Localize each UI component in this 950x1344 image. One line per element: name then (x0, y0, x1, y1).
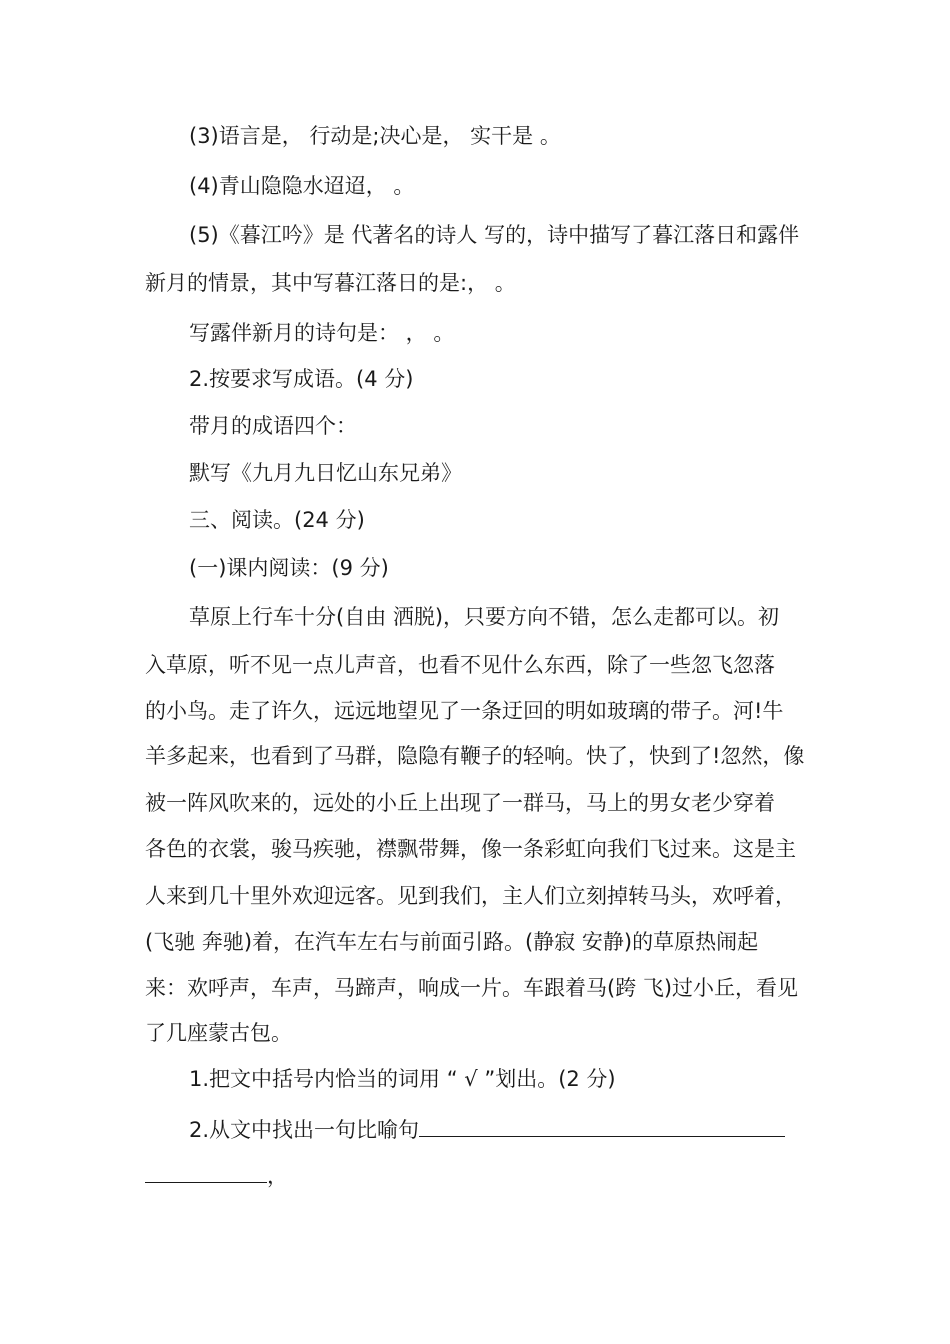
section-heading: 三、阅读。(24 分) (189, 508, 365, 532)
passage-line: 入草原，听不见一点儿声音，也看不见什么东西，除了一些忽飞忽落 (145, 653, 775, 677)
text-line: (5)《暮江吟》是 代著名的诗人 写的，诗中描写了暮江落日和露伴 (189, 223, 800, 247)
text-line: (4)青山隐隐水迢迢， 。 (189, 174, 415, 198)
passage-line: (飞驰 奔驰)着，在汽车左右与前面引路。(静寂 安静)的草原热闹起 (145, 930, 759, 954)
passage-line: 了几座蒙古包。 (145, 1021, 292, 1045)
text-line: 2.按要求写成语。(4 分) (189, 367, 414, 391)
text-line: 新月的情景，其中写暮江落日的是:， 。 (145, 271, 516, 295)
answer-blank[interactable] (419, 1114, 785, 1137)
question-2 (189, 1114, 785, 1145)
text-line: 默写《九月九日忆山东兄弟》 (189, 461, 462, 485)
passage-line: 各色的衣裳，骏马疾驰，襟飘带舞，像一条彩虹向我们飞过来。这是主 (145, 837, 796, 861)
question-2-text: 2.从文中找出一句比喻句 (189, 1118, 420, 1142)
passage-line: 被一阵风吹来的，远处的小丘上出现了一群马，马上的男女老少穿着 (145, 791, 775, 815)
passage-line: 草原上行车十分(自由 洒脱)，只要方向不错，怎么走都可以。初 (189, 605, 780, 629)
question-2-continuation (145, 1160, 288, 1191)
text-line: 带月的成语四个： (189, 414, 357, 438)
passage-line: 的小鸟。走了许久，远远地望见了一条迂回的明如玻璃的带子。河!牛 (145, 699, 784, 723)
question-1: 1.把文中括号内恰当的词用 “ √ ”划出。(2 分) (189, 1067, 616, 1091)
text-line: (3)语言是， 行动是;决心是， 实干是 。 (189, 124, 561, 148)
text-line: 写露伴新月的诗句是： ， 。 (189, 321, 455, 345)
passage-line: 来：欢呼声，车声，马蹄声，响成一片。车跟着马(跨 飞)过小丘，看见 (145, 976, 799, 1000)
passage-line: 人来到几十里外欢迎远客。见到我们，主人们立刻掉转马头，欢呼着， (145, 884, 796, 908)
answer-blank[interactable] (145, 1160, 267, 1183)
subsection-heading: (一)课内阅读：(9 分) (189, 556, 389, 580)
passage-line: 羊多起来，也看到了马群，隐隐有鞭子的轻响。快了，快到了!忽然，像 (145, 744, 805, 768)
comma: ， (267, 1164, 288, 1188)
